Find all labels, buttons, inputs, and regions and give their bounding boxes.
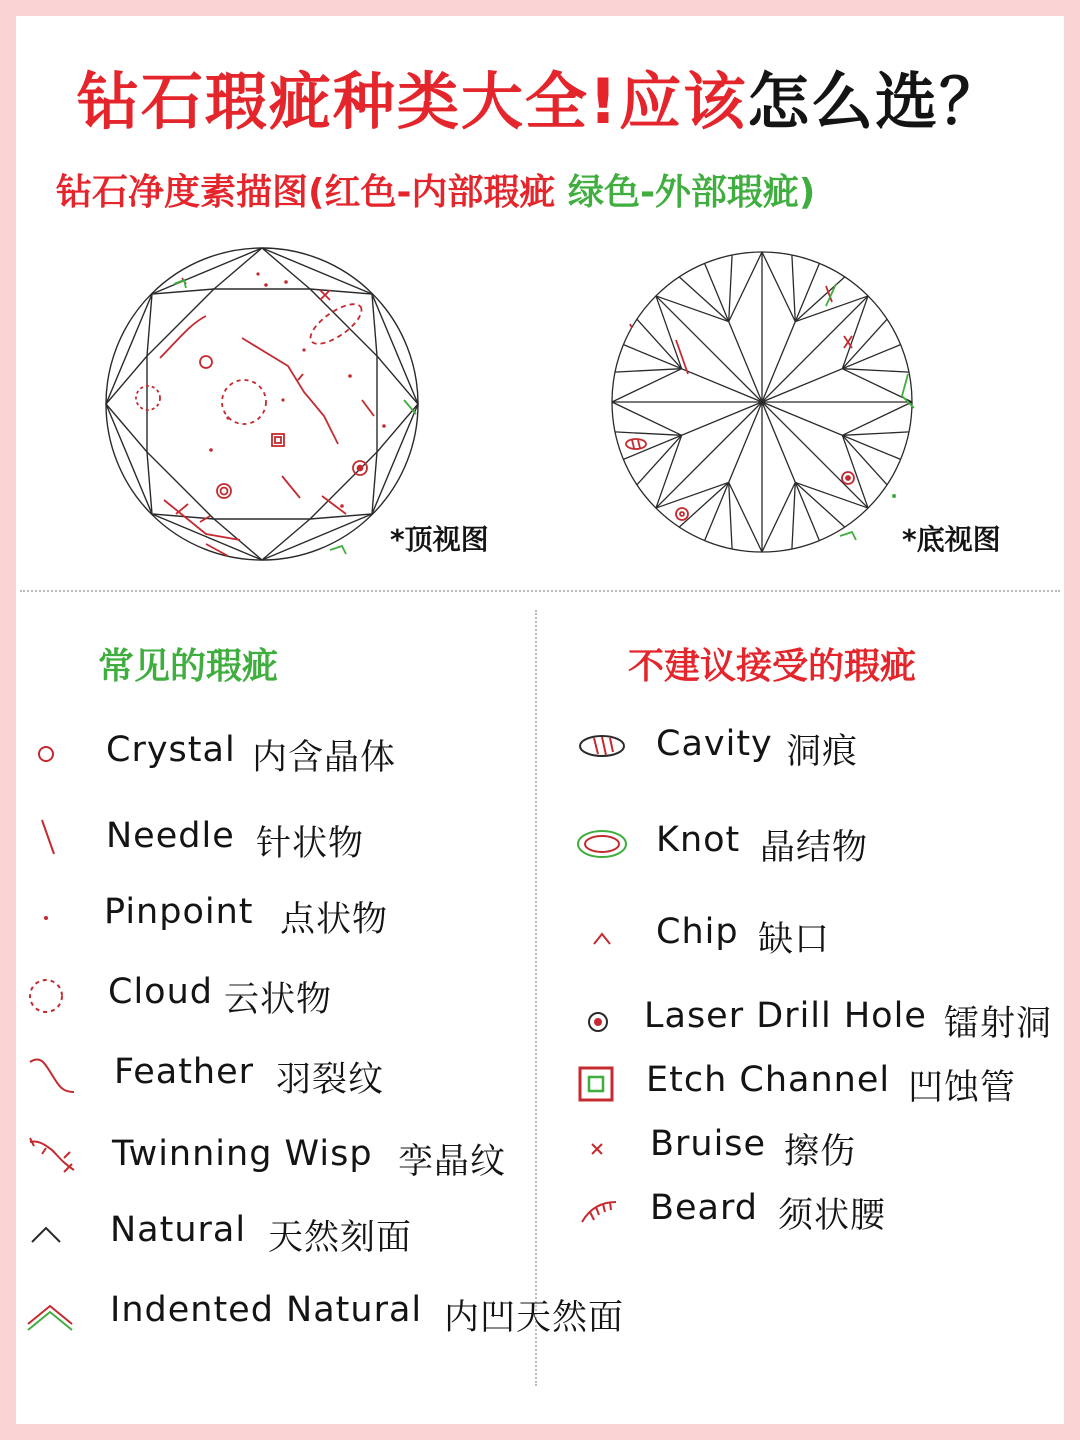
bruise-label-en: Bruise	[650, 1124, 767, 1164]
bottom-view-diagram	[604, 244, 920, 560]
list-item-needle	[24, 810, 524, 866]
indented-natural-label-zh: 内凹天然面	[444, 1298, 625, 1338]
pinpoint-icon	[24, 886, 80, 942]
cavity-icon	[572, 718, 628, 774]
list-item-bruise	[572, 1118, 1052, 1174]
list-item-etch-channel	[572, 1054, 1052, 1110]
subtitle-internal-legend: 钻石净度素描图(红色-内部瑕疵	[56, 172, 556, 213]
indented-natural-icon	[24, 1284, 80, 1340]
bottom-view-label: *底视图	[902, 523, 1001, 556]
beard-icon	[572, 1182, 628, 1238]
cavity-label-zh: 洞痕	[786, 732, 859, 772]
infographic-card	[16, 16, 1064, 1424]
top-view-diagram	[98, 240, 426, 568]
diagram-subtitle	[56, 164, 815, 215]
list-item-natural	[24, 1204, 524, 1260]
cloud-icon	[24, 966, 80, 1022]
list-item-feather	[24, 1046, 524, 1102]
list-item-beard	[572, 1182, 1052, 1238]
top-view-label: *顶视图	[390, 523, 489, 556]
needle-label-zh: 针状物	[256, 824, 365, 864]
knot-label-en: Knot	[656, 820, 741, 860]
knot-icon	[572, 814, 628, 870]
title-black-part: 怎么选？	[747, 65, 1004, 138]
twinning-wisp-label-zh: 孪晶纹	[398, 1142, 507, 1182]
etch-channel-label-en: Etch Channel	[646, 1060, 891, 1100]
cavity-label-en: Cavity	[656, 724, 773, 764]
natural-label-zh: 天然刻面	[268, 1218, 413, 1258]
bruise-label-zh: 擦伤	[784, 1132, 857, 1172]
indented-natural-label-en: Indented Natural	[110, 1290, 423, 1330]
list-item-pinpoint	[24, 886, 524, 942]
beard-label-zh: 须状腰	[778, 1196, 887, 1236]
cloud-label-en: Cloud	[108, 972, 213, 1012]
etch-channel-label-zh: 凹蚀管	[908, 1068, 1017, 1108]
laser-drill-hole-icon	[572, 990, 628, 1046]
knot-label-zh: 晶结物	[760, 828, 869, 868]
chip-icon	[572, 906, 628, 962]
feather-label-zh: 羽裂纹	[276, 1060, 385, 1100]
list-item-indented-natural	[24, 1284, 664, 1340]
crystal-icon	[24, 724, 80, 780]
subtitle-external-legend: 绿色-外部瑕疵)	[567, 172, 816, 213]
beard-label-en: Beard	[650, 1188, 758, 1228]
pinpoint-label-zh: 点状物	[280, 900, 389, 940]
list-item-twinning-wisp	[24, 1128, 524, 1184]
list-item-cavity	[572, 718, 1052, 774]
not-recommended-heading: 不建议接受的瑕疵	[628, 646, 917, 687]
chip-label-en: Chip	[656, 912, 739, 952]
needle-label-en: Needle	[106, 816, 235, 856]
list-item-crystal	[24, 724, 524, 780]
section-divider-horizontal	[20, 590, 1060, 592]
feather-icon	[24, 1046, 80, 1102]
natural-label-en: Natural	[110, 1210, 247, 1250]
list-item-chip	[572, 906, 1052, 962]
title-red-part: 钻石瑕疵种类大全!应该	[76, 65, 748, 138]
pinpoint-label-en: Pinpoint	[104, 892, 254, 932]
laser-drill-hole-label-en: Laser Drill Hole	[644, 996, 927, 1036]
chip-label-zh: 缺口	[758, 920, 831, 960]
needle-icon	[24, 810, 80, 866]
laser-drill-hole-label-zh: 镭射洞	[944, 1004, 1053, 1044]
crystal-label-en: Crystal	[106, 730, 236, 770]
twinning-wisp-icon	[24, 1128, 80, 1184]
crystal-label-zh: 内含晶体	[252, 738, 397, 778]
section-divider-vertical	[535, 610, 537, 1386]
natural-icon	[24, 1204, 80, 1260]
list-item-cloud	[24, 966, 524, 1022]
etch-channel-icon	[572, 1054, 628, 1110]
list-item-laser-drill-hole	[572, 990, 1052, 1046]
list-item-knot	[572, 814, 1052, 870]
feather-label-en: Feather	[114, 1052, 255, 1092]
bruise-icon	[572, 1118, 628, 1174]
common-inclusions-heading: 常见的瑕疵	[98, 646, 279, 687]
twinning-wisp-label-en: Twinning Wisp	[112, 1134, 373, 1174]
cloud-label-zh: 云状物	[224, 980, 333, 1020]
page-title	[16, 52, 1064, 141]
